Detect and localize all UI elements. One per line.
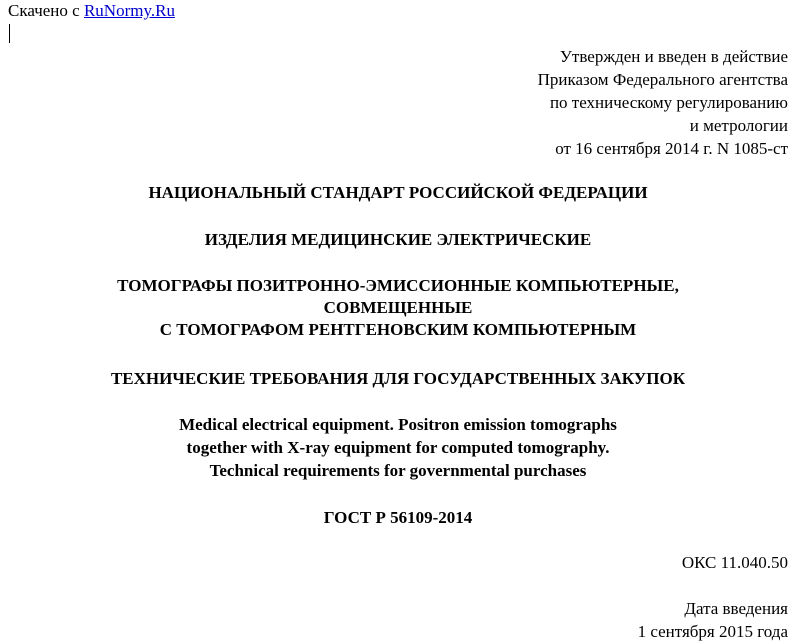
downloaded-prefix: Скачено с — [8, 1, 80, 20]
gost-code: ГОСТ Р 56109-2014 — [323, 508, 473, 527]
national-standard-heading: НАЦИОНАЛЬНЫЙ СТАНДАРТ РОССИЙСКОЙ ФЕДЕРАЦИИ — [148, 183, 648, 202]
text-cursor — [9, 24, 10, 43]
product-title-line: ТОМОГРАФЫ ПОЗИТРОННО-ЭМИССИОННЫЕ КОМПЬЮТЕРНЫЕ, — [117, 276, 679, 295]
approval-line: Приказом Федерального агентства — [537, 70, 788, 89]
english-title-line: together with X-ray equipment for computed tomography. — [186, 438, 610, 457]
product-title-line: С ТОМОГРАФОМ РЕНТГЕНОВСКИМ КОМПЬЮТЕРНЫМ — [159, 320, 637, 339]
download-source-line — [8, 1, 175, 21]
source-link[interactable]: RuNormy.Ru — [83, 1, 175, 20]
english-title — [0, 413, 790, 482]
introduction-date-block — [638, 597, 788, 643]
approval-line: и метрологии — [689, 116, 788, 135]
approval-line: Утвержден и введен в действие — [559, 47, 788, 66]
english-title-line: Technical requirements for governmental purchases — [209, 461, 587, 480]
product-title-line: СОВМЕЩЕННЫЕ — [323, 298, 473, 317]
approval-line: от 16 сентября 2014 г. N 1085-ст — [555, 139, 788, 158]
product-group-heading: ИЗДЕЛИЯ МЕДИЦИНСКИЕ ЭЛЕКТРИЧЕСКИЕ — [204, 230, 592, 249]
english-title-line: Medical electrical equipment. Positron emission tomographs — [179, 415, 617, 434]
approval-line: по техническому регулированию — [549, 93, 788, 112]
introduction-date: 1 сентября 2015 года — [637, 622, 788, 641]
approval-block — [538, 45, 788, 160]
introduction-label: Дата введения — [684, 599, 788, 618]
product-title — [0, 275, 790, 341]
oks-classification: ОКС 11.040.50 — [681, 553, 788, 572]
requirements-heading: ТЕХНИЧЕСКИЕ ТРЕБОВАНИЯ ДЛЯ ГОСУДАРСТВЕННЫХ ЗАКУПОК — [110, 369, 686, 388]
